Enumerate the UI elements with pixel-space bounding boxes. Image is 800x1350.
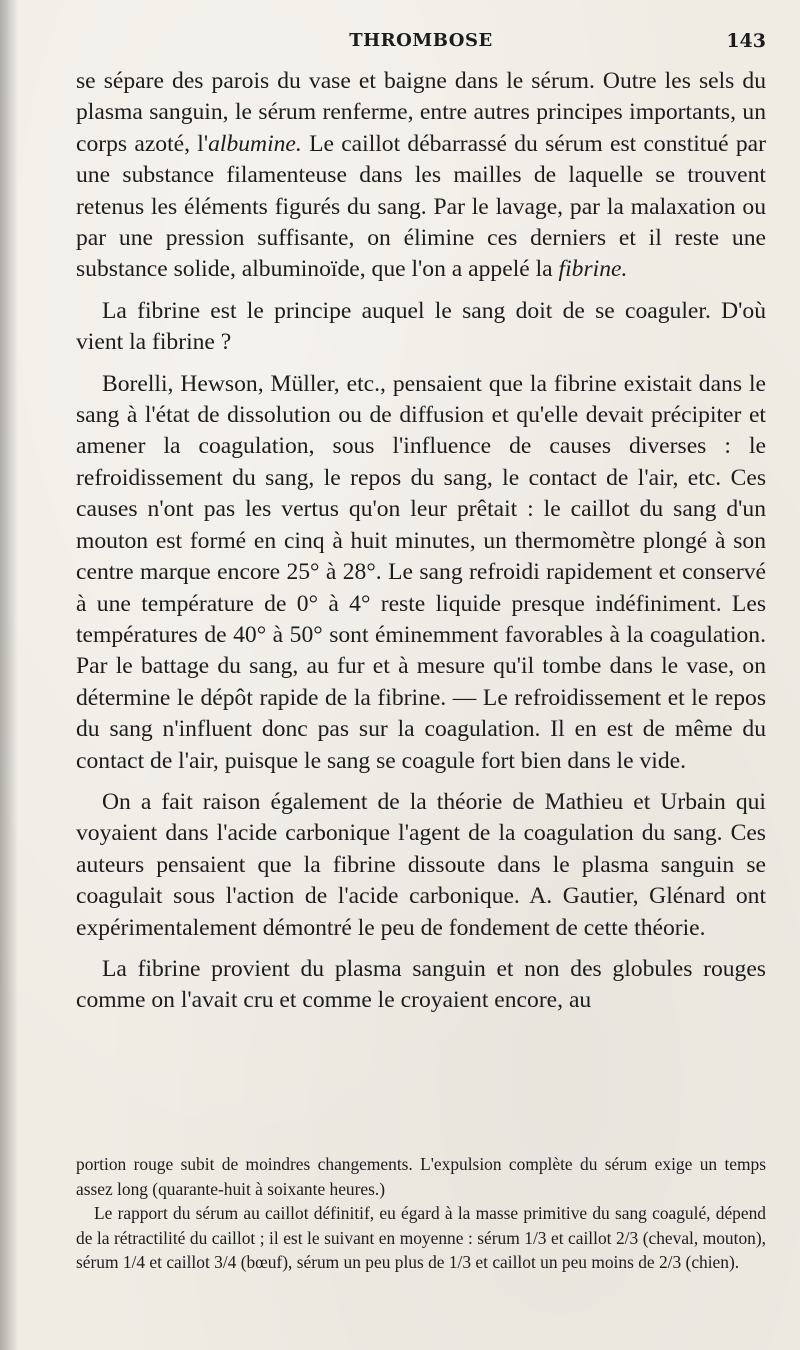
paragraph-5: La fibrine provient du plasma sanguin et non des globules rouges comme on l'avait cru et comme le croyaient encore, au: [76, 955, 766, 1014]
footnote-continuation: portion rouge subit de moindres changements. L'expulsion complète du sérum exige un temps assez long (quarante-huit à soixante heures.): [76, 1154, 766, 1199]
paragraph-4: On a fait raison également de la théorie de Mathieu et Urbain qui voyaient dans l'acide carbonique l'agent de la coagulation du sang. Ces auteurs pensaient que la fibrine dissoute dans le plasma sanguin se coagulait sous l'action de l'acide carbonique. A. Gautier, Glénard ont expérimentalement démontré le peu de fondement de cette théorie.: [76, 788, 766, 941]
footnotes: [76, 1152, 766, 1275]
running-title: THROMBOSE: [349, 30, 493, 51]
running-head: [76, 30, 766, 56]
page-gutter-shadow: [0, 0, 18, 1350]
footnote-paragraph: Le rapport du sérum au caillot définitif, eu égard à la masse primitive du sang coagulé, dépend de la rétractilité du caillot ; il est le suivant en moyenne : sérum 1/3 et caillot 2/3 (cheval, mouton), sérum 1/4 et caillot 3/4 (bœuf), sérum un peu plus de 1/3 et caillot un peu moins de 2/3 (chien).: [76, 1203, 766, 1272]
paragraph-1: se sépare des parois du vase et baigne dans le sérum. Outre les sels du plasma sanguin, le sérum renferme, entre autres principes importants, un corps azoté, l'albumine. Le caillot débarrassé du sérum est constitué par une substance filamenteuse dans les mailles de laquelle se trouvent retenus les éléments figurés du sang. Par le lavage, par la malaxation ou par une pression suffisante, on élimine ces derniers et il reste une substance solide, albuminoïde, que l'on a appelé la fibrine.: [76, 68, 766, 283]
paragraph-2: La fibrine est le principe auquel le sang doit de se coaguler. D'où vient la fibrine ?: [76, 297, 766, 356]
page-number: 143: [726, 30, 766, 52]
main-text: [76, 66, 766, 1017]
paragraph-3: Borelli, Hewson, Müller, etc., pensaient que la fibrine existait dans le sang à l'état de dissolution ou de diffusion et qu'elle devait précipiter et amener la coagulation, sous l'influence de causes diverses : le refroidissement du sang, le repos du sang, le contact de l'air, etc. Ces causes n'ont pas les vertus qu'on leur prêtait : le caillot du sang d'un mouton est formé en cinq à huit minutes, un thermomètre plongé à son centre marque encore 25° à 28°. Le sang refroidi rapidement et conservé à une température de 0° à 4° reste liquide presque indéfiniment. Les températures de 40° à 50° sont éminemment favorables à la coagulation. Par le battage du sang, au fur et à mesure qu'il tombe dans le vase, on détermine le dépôt rapide de la fibrine. — Le refroidissement et le repos du sang n'influent donc pas sur la coagulation. Il en est de même du contact de l'air, puisque le sang se coagule fort bien dans le vide.: [76, 370, 766, 774]
